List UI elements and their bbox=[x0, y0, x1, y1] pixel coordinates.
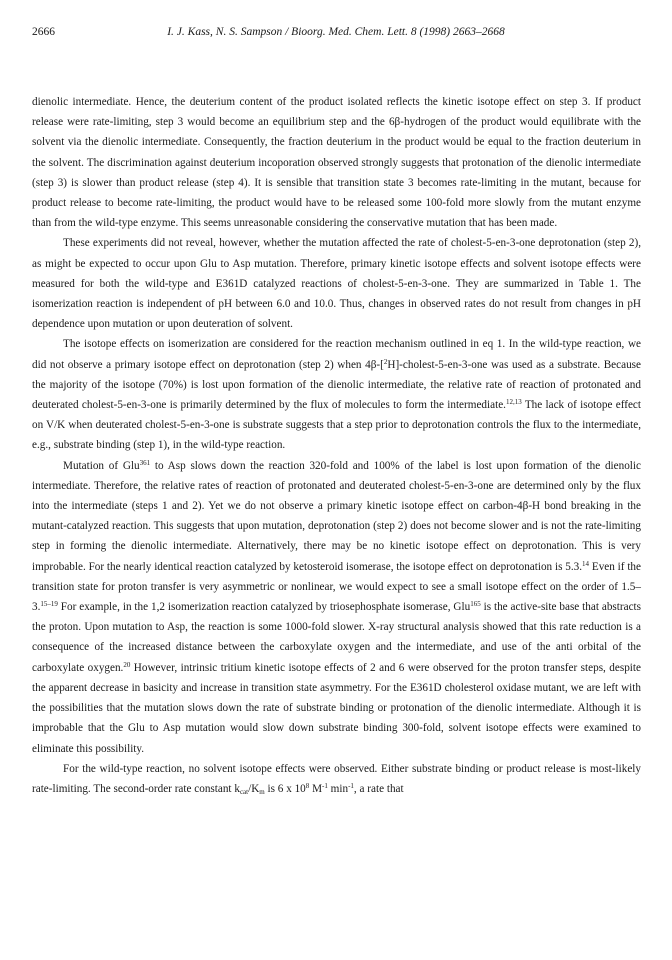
paragraph-p2 bbox=[32, 233, 641, 334]
article-body bbox=[32, 92, 641, 799]
text-sup: 361 bbox=[139, 458, 151, 467]
paragraph-p1 bbox=[32, 92, 641, 233]
text-sup: 14 bbox=[582, 559, 590, 568]
text-sup: 165 bbox=[470, 600, 481, 609]
text-run: Mutation of Glu bbox=[63, 459, 140, 472]
running-head: I. J. Kass, N. S. Sampson / Bioorg. Med. Chem. Lett. 8 (1998) 2663–2668 bbox=[167, 26, 505, 38]
running-header bbox=[32, 26, 640, 42]
paragraph-p4 bbox=[32, 456, 641, 759]
text-run: Even if the transition state for proton transfer is very asymmetric or nonlinear, we would expect to see a small isotope effect on the order of 1.5–3. bbox=[32, 560, 641, 614]
text-run: The lack of isotope effect on V/K when deuterated cholest-5-en-3-one is substrate suggests that a step prior to deprotonation controls the flux to the intermediate, e.g., substrate binding (step 1), in the wild-type reaction. bbox=[32, 399, 641, 452]
text-run: , a rate that bbox=[353, 782, 404, 795]
page-number: 2666 bbox=[32, 26, 55, 38]
text-run: to Asp slows down the reaction 320-fold and 100% of the label is lost upon formation of the dienolic intermediate. Therefore, the relative rates of reaction of protonated and deuterated cholest-5-en-3-one are determined only by the flux into the intermediate (steps 1 and 2). Yet we do not observe a primary kinetic isotope effect on carbon-4β-H bond breaking in the mutant-catalyzed reaction. This suggests that upon mutation, deprotonation (step 2) does not become slower and is not the rate-limiting step in forming the dienolic intermediate. Alternatively, there may be no kinetic isotope effect on deprotonation. This is very improbable. For the nearly identical reaction catalyzed by ketosteroid isomerase, the isotope effect on deprotonation is 5.3. bbox=[32, 459, 641, 573]
text-run: These experiments did not reveal, however, whether the mutation affected the rate of cholest-5-en-3-one deprotonation (step 2), as might be expected to occur upon Glu to Asp mutation. Therefore, primary kinetic isotope effects and solvent isotope effects were measured for both the wild-type and E361D catalyzed reactions of cholest-5-en-3-one. They are summarized in Table 1. The isomerization reaction is independent of pH between 6.0 and 10.0. Thus, changes in observed rates do not result from changes in pH dependence upon mutation or upon deuteration of solvent. bbox=[32, 237, 641, 331]
text-sup: -1 bbox=[322, 781, 328, 790]
text-sup: 20 bbox=[123, 660, 131, 669]
text-sub: cat bbox=[239, 787, 249, 796]
text-sup: 12,13 bbox=[505, 398, 522, 407]
text-run: H]-cholest-5-en-3-one was used as a substrate. Because the majority of the isotope (70%) is lost upon formation of the dienolic intermediate, the relative rate of reaction of protonated and deuterated cholest-5-en-3-one is primarily determined by the flux of molecules to form the intermediate. bbox=[32, 358, 641, 412]
paragraph-p5 bbox=[32, 759, 641, 799]
text-run: However, intrinsic tritium kinetic isotope effects of 2 and 6 were observed for the proton transfer steps, despite the apparent decrease in basicity and increase in transition state asymmetry. For the E361D cholesterol oxidase mutant, we are left with the possibilities that the mutation slows down the rate of substrate binding or protonation of the dienolic intermediate. Although it is improbable that the Glu to Asp mutation would slow down substrate binding 300-fold, solvent isotope effects were examined to eliminate this possibility. bbox=[32, 661, 641, 755]
text-run: The isotope effects on isomerization are considered for the reaction mechanism outlined in eq 1. In the wild-type reaction, we did not observe a primary isotope effect on deprotonation (step 2) when 4β-[ bbox=[32, 338, 641, 371]
text-run: M bbox=[309, 782, 323, 795]
text-sub: m bbox=[259, 787, 265, 796]
text-run: /K bbox=[248, 782, 260, 795]
text-run: min bbox=[327, 782, 349, 795]
text-sup: 8 bbox=[305, 781, 310, 790]
text-run: For the wild-type reaction, no solvent isotope effects were observed. Either substrate binding or product release is most-likely rate-limiting. The second-order rate constant k bbox=[32, 762, 641, 795]
paragraph-p3 bbox=[32, 334, 641, 455]
text-run: is the active-site base that abstracts the proton. Upon mutation to Asp, the reaction is some 1000-fold slower. X-ray structural analysis showed that this rate reduction is a consequence of the increased distance between the carboxylate oxygen and the intermediate, and use of the anti orbital of the carboxylate oxygen. bbox=[32, 601, 641, 674]
text-run: For example, in the 1,2 isomerization reaction catalyzed by triosephosphate isomerase, Glu bbox=[57, 601, 471, 614]
text-run: dienolic intermediate. Hence, the deuterium content of the product isolated reflects the kinetic isotope effect on step 3. If product release were rate-limiting, step 3 would become an equilibrium step and the 6β-hydrogen of the product would equilibrate with the solvent via the dienolic intermediate. Consequently, the fraction deuterium in the product would be equal to the fraction deuterium in the solvent. The discrimination against deuterium incoporation observed strongly suggests that protonation of the dienolic intermediate (step 3) is slower than product release (step 4). It is sensible that transition state 3 becomes rate-limiting in the mutant, because for product release to become rate-limiting, the product would have to be released some 100-fold more slowly from the mutant enzyme than from the wild-type enzyme. This seems unreasonable considering the conservative mutation that has been made. bbox=[32, 96, 641, 230]
text-run: is 6 x 10 bbox=[264, 782, 306, 795]
text-sup: 15–19 bbox=[40, 600, 58, 609]
text-sup: -1 bbox=[348, 781, 354, 790]
text-sup: 2 bbox=[383, 357, 388, 366]
